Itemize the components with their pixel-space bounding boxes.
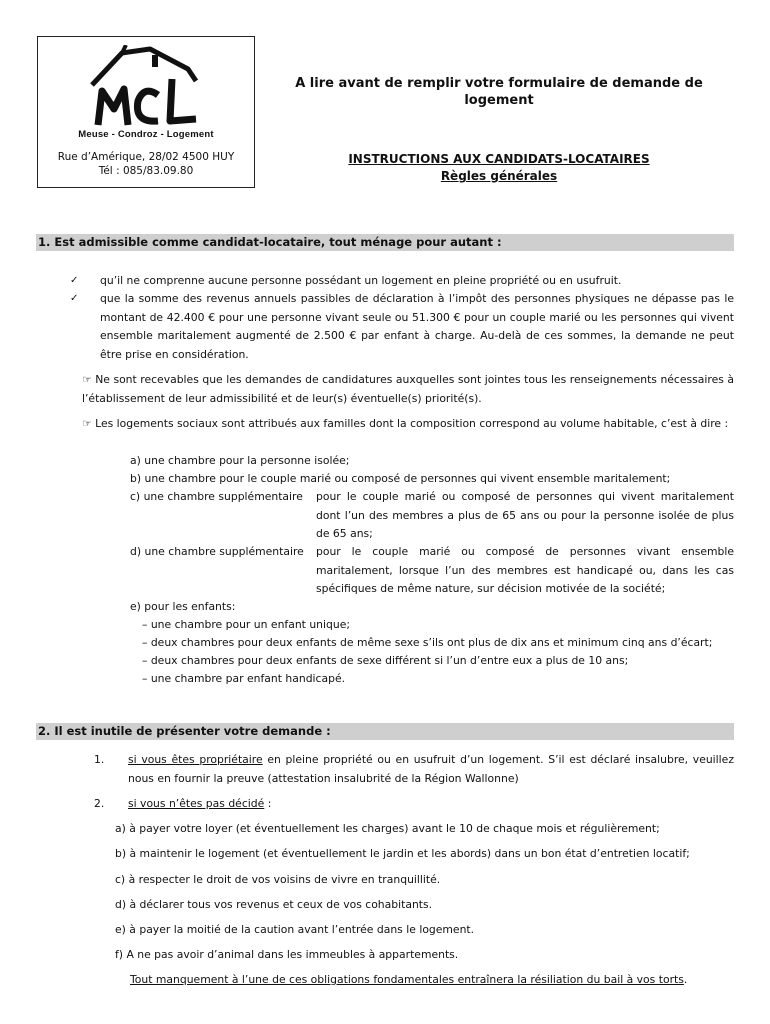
obligation-b: b) à maintenir le logement (et éventuellement le jardin et les abords) dans un bon état d’entretien locatif; — [115, 847, 690, 860]
item2 — [128, 795, 271, 814]
pointing-hand-icon: ☞ — [82, 417, 96, 430]
item-c-text: pour le couple marié ou composé de personnes qui vivent maritalement dont l’un des membres a plus de 65 ans ou pour la personne isolée de plus de 65 ans; — [316, 490, 734, 540]
item2-number: 2. — [94, 797, 105, 810]
general-rules-title: Règles générales — [440, 169, 558, 183]
obligation-f: f) A ne pas avoir d’animal dans les immeubles à appartements. — [115, 948, 459, 961]
item2-text: : — [264, 797, 272, 810]
house-logo-icon — [88, 45, 206, 133]
check-icon: ✓ — [70, 275, 79, 286]
item2-link: si vous n’êtes pas décidé — [128, 797, 265, 810]
item1 — [128, 751, 734, 788]
child-rule-2: – deux chambres pour deux enfants de même sexe s’ils ont plus de dix ans et minimum cinq ans d’écart; — [142, 636, 713, 649]
item1-text: en pleine propriété ou en usufruit d’un logement. S’il est déclaré insalubre, veuillez nous en fournir la preuve (attestation insalubrité de la Région Wallonne) — [128, 753, 734, 785]
instructions-title: INSTRUCTIONS AUX CANDIDATS-LOCATAIRES — [348, 152, 650, 166]
section2-heading: 2. Il est inutile de présenter votre demande : — [36, 723, 734, 740]
obligation-d: d) à déclarer tous vos revenus et ceux de vos cohabitants. — [115, 898, 433, 911]
bullet-2: que la somme des revenus annuels passibles de déclaration à l’impôt des personnes physiques ne dépasse pas le montant de 42.400 € pour une personne vivant seule ou 51.300 € pour un couple marié ou les personnes qui vivent ensemble maritalement augmenté de 2.500 € par enfant à charge. Au-delà de ces sommes, la demande ne peut être prise en considération. — [100, 292, 734, 361]
item-b: b) une chambre pour le couple marié ou composé de personnes qui vivent ensemble maritalement; — [130, 472, 671, 485]
obligation-a: a) à payer votre loyer (et éventuellement les charges) avant le 10 de chaque mois et régulièrement; — [115, 822, 660, 835]
item1-number: 1. — [94, 753, 105, 766]
phone-line: Tél : 085/83.09.80 — [98, 165, 194, 177]
child-rule-3: – deux chambres pour deux enfants de sexe différent si l’un d’entre eux a plus de 10 ans; — [142, 654, 629, 667]
item1-link: si vous êtes propriétaire — [128, 753, 263, 766]
item-e: e) pour les enfants: — [130, 600, 236, 613]
check-icon: ✓ — [70, 293, 79, 304]
item-d-label: d) une chambre supplémentaire — [130, 545, 304, 558]
logo-caption: Meuse - Condroz - Logement — [78, 129, 214, 140]
item-a: a) une chambre pour la personne isolée; — [130, 454, 350, 467]
note-1-text: Ne sont recevables que les demandes de candidatures auxquelles sont jointes tous les renseignements nécessaires à l’établissement de leur admissibilité et de leur(s) éventuelle(s) priorité(s). — [82, 373, 734, 405]
note-2-text: Les logements sociaux sont attribués aux familles dont la composition correspond au volume habitable, c’est à dire : — [95, 417, 729, 430]
note-2 — [82, 415, 734, 434]
warning-text: Tout manquement à l’une de ces obligations fondamentales entraînera la résiliation du bail à vos torts — [130, 973, 684, 986]
logo-box — [37, 36, 255, 188]
obligation-c: c) à respecter le droit de vos voisins de vivre en tranquillité. — [115, 873, 441, 886]
pointing-hand-icon: ☞ — [82, 373, 96, 386]
page-title: A lire avant de remplir votre formulaire de demande de logement — [295, 76, 703, 108]
child-rule-1: – une chambre pour un enfant unique; — [142, 618, 350, 631]
warning-period: . — [683, 973, 688, 986]
obligation-e: e) à payer la moitié de la caution avant l’entrée dans le logement. — [115, 923, 475, 936]
section1-heading: 1. Est admissible comme candidat-locataire, tout ménage pour autant : — [36, 234, 734, 251]
bullet-1: qu’il ne comprenne aucune personne possédant un logement en pleine propriété ou en usufruit. — [100, 274, 622, 287]
address-line: Rue d’Amérique, 28/02 4500 HUY — [57, 151, 235, 163]
warning — [130, 971, 687, 990]
note-1 — [82, 371, 734, 408]
item-c-label: c) une chambre supplémentaire — [130, 490, 303, 503]
child-rule-4: – une chambre par enfant handicapé. — [142, 672, 346, 685]
item-d-text: pour le couple marié ou composé de personnes vivant ensemble maritalement, lorsque l’un des membres est handicapé ou, dans les cas spécifiques de même nature, sur décision motivée de la société; — [316, 545, 734, 595]
